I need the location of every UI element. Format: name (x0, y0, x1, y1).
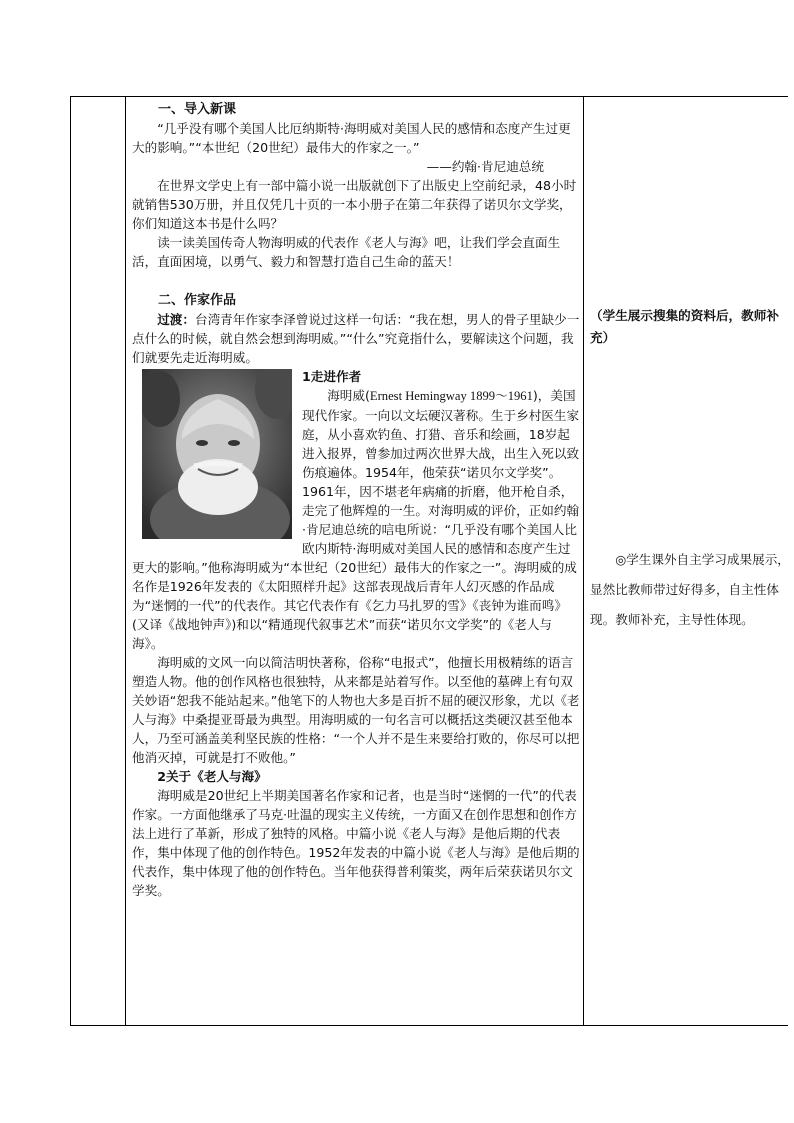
sub-heading-about: 2关于《老人与海》 (157, 769, 267, 784)
table-bottom-border (70, 1025, 788, 1026)
quote-source: ——约翰·肯尼迪总统 (426, 159, 544, 174)
sub-heading-author: 1走进作者 (302, 369, 362, 384)
teacher-note-2: ◎学生课外自主学习成果展示，显然比教师带过好得多，自主性体现。教师补充，主导性体现。 (590, 552, 790, 627)
column-divider-2 (583, 96, 584, 1026)
intro-paragraph-2: 读一读美国传奇人物海明威的代表作《老人与海》吧，让我们学会直面生活，直面困境，以勇气、毅力和智慧打造自己生命的蓝天！ (132, 235, 561, 269)
works-heading: 二、作家作品 (158, 293, 237, 308)
style-paragraph: 海明威的文风一向以简洁明快著称，俗称“电报式”，他擅长用极精练的语言塑造人物。他的创作风格也很独特，从来都是站着写作。以至他的墓碑上有句双关妙语“恕我不能站起来。”他笔下的人物也大多是百折不屈的硬汉形象，尤以《老人与海》中桑提亚哥最为典型。用海明威的一句名言可以概括这类硬汉甚至他本人，乃至可涵盖美利坚民族的性格：“一个人并不是生来要给打败的，你尽可以把他消灭掉，可就是打不败他。” (132, 655, 580, 765)
intro-heading: 一、导入新课 (158, 102, 237, 117)
author-name: 海明威( (327, 388, 370, 403)
transition-text: 台湾青年作家李泽曾说过这样一句话：“我在想，男人的骨子里缺少一点什么的时候，就自然会想到海明威。”“什么”究竟指什么，要解读这个问题，我们就要先走近海明威。 (132, 312, 580, 365)
table-left-border (70, 96, 71, 1026)
lesson-content (132, 100, 580, 900)
hemingway-photo (142, 369, 292, 539)
about-paragraph: 海明威是20世纪上半期美国著名作家和记者，也是当时“迷惘的一代”的代表作家。一方面他继承了马克·吐温的现实主义传统，一方面又在创作思想和创作方法上进行了革新，形成了独特的风格。中篇小说《老人与海》是他后期的代表作，集中体现了他的创作特色。1952年发表的中篇小说《老人与海》是他后期的代表作，集中体现了他的创作特色。当年他获得普利策奖，两年后荣获诺贝尔文学奖。 (132, 788, 580, 898)
author-bio: )，美国现代作家。一向以文坛硬汉著称。生于乡村医生家庭，从小喜欢钓鱼、打猎、音乐和绘画，18岁起进入报界，曾参加过两次世界大战，出生入死以致伤痕遍体。1954年，他荣获“诺贝尔文学奖”。1961年，因不堪老年病痛的折磨，他开枪自杀，走完了他辉煌的一生。对海明威的评价，正如约翰·肯尼迪总统的唁电所说：“几乎没有哪个美国人比欧内斯特·海明威对美国人民的感情和态度产生过更大的影响。”他称海明威为“本世纪（20世纪）最伟大的作家之一”。海明威的成名作是1926年发表的《太阳照样升起》这部表现战后青年人幻灭感的作品成为“迷惘的一代”的代表作。其它代表作有《乞力马扎罗的雪》《丧钟为谁而鸣》(又译《战地钟声》)和以“精通现代叙事艺术”而获“诺贝尔文学奖”的《老人与海》。 (132, 388, 580, 651)
intro-paragraph-1: 在世界文学史上有一部中篇小说一出版就创下了出版史上空前纪录，48小时就销售530万册，并且仅凭几十页的一本小册子在第二年获得了诺贝尔文学奖，你们知道这本书是什么吗？ (132, 178, 577, 231)
table-top-border (70, 96, 788, 97)
column-divider-1 (125, 96, 126, 1026)
transition-paragraph (132, 310, 580, 367)
teacher-note-1: （学生展示搜集的资料后，教师补充） (590, 308, 779, 345)
portrait-image (142, 369, 292, 539)
intro-quote: “几乎没有哪个美国人比厄纳斯特·海明威对美国人民的感情和态度产生过更大的影响。”“本世纪（20世纪）最伟大的作家之一。” (132, 121, 571, 155)
transition-label: 过渡： (157, 312, 195, 327)
author-english-name: Ernest Hemingway 1899～1961 (369, 389, 533, 403)
